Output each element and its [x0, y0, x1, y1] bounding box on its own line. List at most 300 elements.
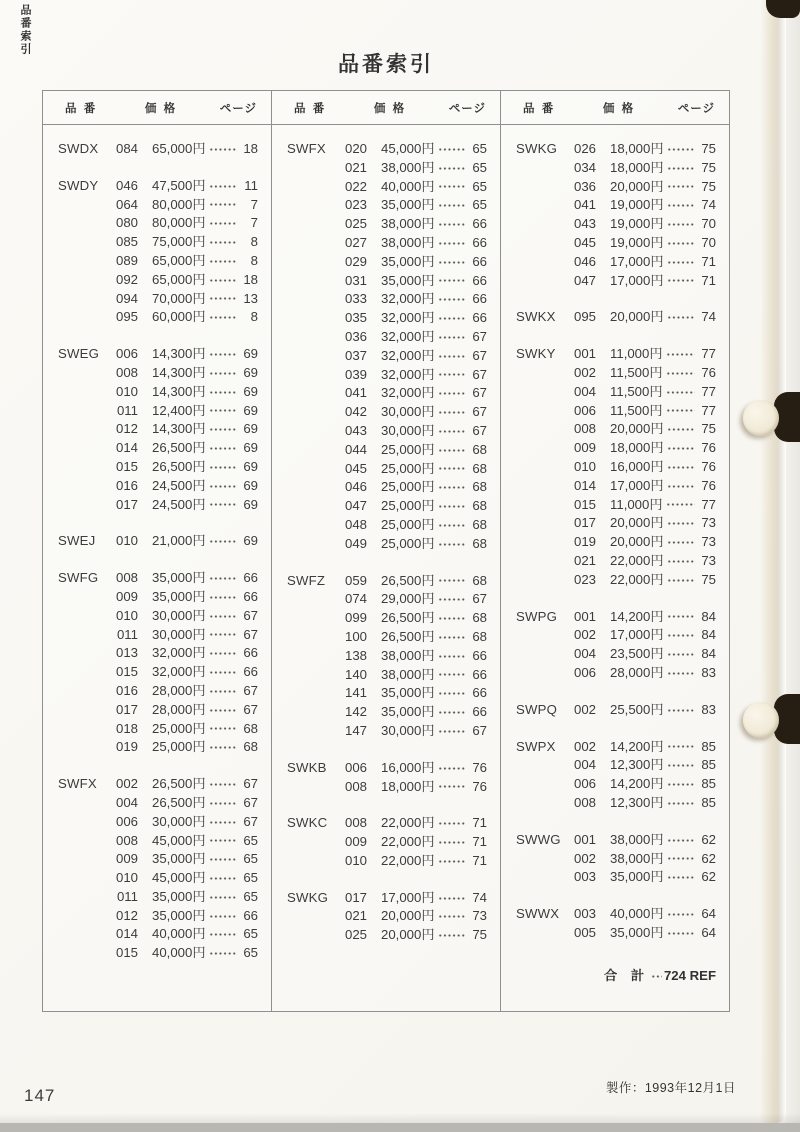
- part-number: 017: [115, 496, 138, 512]
- binder-ring-middle: [743, 400, 779, 436]
- part-number: 011: [116, 626, 138, 642]
- page-reference: 66: [472, 704, 487, 720]
- part-number: 002: [573, 701, 596, 717]
- price-value: 32,000円: [381, 347, 435, 363]
- dot-leader: [667, 427, 695, 432]
- part-number: 021: [344, 908, 367, 924]
- price-value: 25,000円: [381, 441, 435, 457]
- dot-leader: [209, 446, 237, 451]
- page-reference: 75: [701, 178, 716, 194]
- price-value: 25,000円: [381, 535, 435, 551]
- price-value: 26,500円: [381, 572, 435, 588]
- part-number: 012: [115, 421, 138, 437]
- part-number: 059: [344, 572, 367, 588]
- price-value: 35,000円: [152, 888, 206, 904]
- page-reference: 67: [243, 682, 258, 698]
- table-row: [287, 213, 487, 232]
- part-group: [287, 887, 487, 943]
- price-value: 20,000円: [610, 515, 664, 531]
- dot-leader: [438, 933, 466, 938]
- part-number-prefix: SWFZ: [287, 572, 326, 588]
- part-number: 046: [573, 253, 596, 269]
- page-reference: 68: [472, 610, 487, 626]
- page-reference: 68: [472, 460, 487, 476]
- price-value: 26,500円: [152, 794, 206, 810]
- part-number-prefix: SWKG: [516, 141, 558, 156]
- page-reference: 67: [472, 385, 487, 401]
- page-reference: 69: [243, 402, 258, 418]
- part-number: 074: [344, 591, 367, 607]
- table-row: [58, 642, 258, 661]
- price-value: 35,000円: [152, 570, 206, 586]
- table-row: [287, 288, 487, 307]
- dot-leader: [667, 708, 695, 713]
- price-value: 11,500円: [610, 383, 663, 399]
- table-row: [58, 175, 258, 194]
- page-reference: 75: [701, 159, 716, 175]
- table-row: [58, 250, 258, 269]
- dot-leader: [667, 744, 695, 749]
- table-row: [58, 288, 258, 307]
- dot-leader: [667, 446, 695, 451]
- table-row: [58, 343, 258, 362]
- table-row: [287, 720, 487, 739]
- page-reference: 70: [701, 234, 716, 250]
- table-row: [516, 306, 716, 325]
- part-number: 042: [344, 404, 367, 420]
- table-row: [516, 138, 716, 157]
- part-group: [58, 567, 258, 755]
- table-row: [58, 138, 258, 157]
- table-row: [58, 830, 258, 849]
- page-reference: 76: [701, 364, 716, 380]
- dot-leader: [667, 222, 695, 227]
- page-reference: 65: [243, 926, 258, 942]
- dot-leader: [209, 502, 237, 507]
- price-value: 22,000円: [381, 852, 435, 868]
- price-value: 22,000円: [381, 815, 435, 831]
- part-group: [58, 530, 258, 549]
- dot-leader: [438, 784, 466, 789]
- table-row: [516, 903, 716, 922]
- table-row: [516, 456, 716, 475]
- price-value: 26,500円: [381, 628, 435, 644]
- table-row: [516, 512, 716, 531]
- table-row: [58, 942, 258, 961]
- price-value: 28,000円: [152, 682, 206, 698]
- dot-leader: [651, 974, 662, 979]
- part-group: [58, 138, 258, 157]
- price-value: 11,500円: [610, 402, 663, 418]
- page-reference: 70: [701, 216, 716, 232]
- part-number-prefix: SWEJ: [58, 533, 96, 549]
- page-reference: 74: [701, 309, 716, 325]
- price-value: 16,000円: [381, 759, 435, 775]
- part-number: 142: [344, 704, 367, 720]
- page-reference: 13: [243, 290, 258, 306]
- dot-leader: [438, 542, 466, 547]
- table-row: [287, 887, 487, 906]
- part-number: 006: [573, 664, 596, 680]
- price-value: 65,000円: [152, 252, 206, 268]
- page-reference: 66: [472, 253, 487, 269]
- part-number: 009: [115, 588, 138, 604]
- dot-leader: [209, 726, 237, 731]
- page-reference: 68: [243, 720, 258, 736]
- scan-bottom-edge: [0, 1123, 800, 1132]
- table-column: [43, 91, 271, 1011]
- page-reference: 73: [472, 908, 487, 924]
- part-number: 011: [116, 402, 138, 418]
- price-value: 12,400円: [152, 402, 206, 418]
- price-value: 45,000円: [152, 832, 206, 848]
- part-number: 015: [115, 664, 138, 680]
- dot-leader: [438, 840, 466, 845]
- part-number-prefix: SWPG: [516, 608, 558, 624]
- price-value: 20,000円: [610, 309, 664, 325]
- price-value: 35,000円: [381, 197, 435, 213]
- part-number: 002: [573, 627, 596, 643]
- part-number: 015: [573, 496, 596, 512]
- dot-leader: [667, 931, 695, 936]
- table-row: [58, 231, 258, 250]
- production-date: 製作：1993年12月1日: [605, 1081, 736, 1095]
- page-reference: 84: [701, 627, 716, 643]
- part-number: 001: [573, 831, 596, 847]
- table-row: [58, 923, 258, 942]
- table-row: [516, 531, 716, 550]
- price-value: 30,000円: [152, 813, 206, 829]
- table-row: [58, 773, 258, 792]
- price-value: 26,500円: [152, 440, 206, 456]
- part-number: 002: [115, 776, 138, 792]
- page-reference: 68: [472, 498, 487, 514]
- dot-leader: [667, 521, 695, 526]
- part-number: 008: [115, 364, 138, 380]
- dot-leader: [209, 595, 237, 600]
- column-body: [43, 125, 271, 1011]
- price-value: 38,000円: [610, 850, 664, 866]
- page-reference: 73: [701, 552, 716, 568]
- dot-leader: [438, 241, 466, 246]
- page-reference: 66: [472, 666, 487, 682]
- dot-leader: [438, 691, 466, 696]
- dot-leader: [438, 578, 466, 583]
- dot-leader: [438, 391, 466, 396]
- dot-leader: [209, 782, 237, 787]
- page-reference: 66: [472, 647, 487, 663]
- table-row: [516, 569, 716, 588]
- page-reference: 71: [472, 834, 487, 850]
- page-reference: 67: [472, 366, 487, 382]
- table-row: [516, 848, 716, 867]
- header-price: 価 格: [373, 102, 407, 115]
- dot-leader: [438, 859, 466, 864]
- dot-leader: [667, 578, 695, 583]
- table-row: [58, 567, 258, 586]
- page-reference: 66: [472, 291, 487, 307]
- dot-leader: [209, 708, 237, 713]
- price-value: 20,000円: [381, 927, 435, 943]
- part-number: 023: [573, 571, 596, 587]
- price-value: 11,000円: [610, 496, 663, 512]
- page-reference: 69: [243, 533, 258, 549]
- page-reference: 65: [243, 888, 258, 904]
- part-group: [516, 343, 716, 587]
- part-number: 004: [573, 646, 596, 662]
- price-value: 32,000円: [381, 385, 435, 401]
- part-group: [287, 812, 487, 868]
- dot-leader: [667, 671, 695, 676]
- part-group: [287, 757, 487, 795]
- table-row: [58, 418, 258, 437]
- page-reference: 69: [243, 364, 258, 380]
- page-reference: 67: [472, 591, 487, 607]
- table-row: [516, 662, 716, 681]
- table-row: [287, 645, 487, 664]
- part-number: 140: [344, 666, 367, 682]
- table-row: [287, 757, 487, 776]
- table-row: [287, 607, 487, 626]
- dot-leader: [209, 408, 237, 413]
- price-value: 18,000円: [381, 778, 435, 794]
- dot-leader: [209, 838, 237, 843]
- page-reference: 77: [701, 383, 716, 399]
- price-value: 35,000円: [381, 704, 435, 720]
- price-value: 20,000円: [610, 534, 664, 550]
- price-value: 80,000円: [152, 215, 206, 231]
- part-number: 003: [573, 906, 596, 922]
- part-number: 045: [344, 460, 367, 476]
- price-value: 11,000円: [610, 346, 663, 362]
- dot-leader: [667, 875, 695, 880]
- part-number: 025: [344, 927, 367, 943]
- page-reference: 77: [701, 346, 716, 362]
- table-row: [58, 437, 258, 456]
- price-value: 32,000円: [152, 645, 206, 661]
- dot-leader: [438, 260, 466, 265]
- page-reference: 67: [243, 626, 258, 642]
- table-row: [58, 811, 258, 830]
- dot-leader: [438, 504, 466, 509]
- price-value: 20,000円: [610, 421, 664, 437]
- table-row: [516, 829, 716, 848]
- page-reference: 11: [244, 177, 258, 193]
- price-value: 16,000円: [610, 458, 664, 474]
- dot-leader: [667, 782, 695, 787]
- table-row: [58, 362, 258, 381]
- price-value: 32,000円: [381, 310, 435, 326]
- table-row: [58, 792, 258, 811]
- table-row: [516, 343, 716, 362]
- page-reference: 76: [701, 477, 716, 493]
- dot-leader: [438, 635, 466, 640]
- price-value: 65,000円: [152, 141, 206, 156]
- part-number: 043: [344, 422, 367, 438]
- price-value: 65,000円: [152, 271, 206, 287]
- table-row: [58, 456, 258, 475]
- dot-leader: [438, 222, 466, 227]
- dot-leader: [209, 371, 237, 376]
- table-row: [516, 550, 716, 569]
- dot-leader: [667, 614, 695, 619]
- dot-leader: [209, 857, 237, 862]
- part-number: 009: [344, 834, 367, 850]
- price-value: 30,000円: [152, 607, 206, 623]
- dot-leader: [438, 335, 466, 340]
- table-row: [58, 194, 258, 213]
- price-value: 26,500円: [152, 458, 206, 474]
- part-number-prefix: SWFX: [287, 141, 326, 156]
- page-reference: 65: [243, 832, 258, 848]
- table-row: [287, 176, 487, 195]
- part-number: 010: [115, 383, 138, 399]
- price-value: 35,000円: [152, 907, 206, 923]
- page-reference: 67: [243, 813, 258, 829]
- dot-leader: [209, 539, 237, 544]
- page-reference: 7: [250, 196, 258, 212]
- dot-leader: [438, 896, 466, 901]
- dot-leader: [209, 932, 237, 937]
- column-body: [501, 125, 729, 1011]
- table-row: [287, 682, 487, 701]
- part-number: 085: [115, 234, 138, 250]
- dot-leader: [667, 166, 695, 171]
- part-number: 016: [115, 682, 138, 698]
- page-reference: 76: [701, 458, 716, 474]
- table-row: [58, 680, 258, 699]
- dot-leader: [438, 448, 466, 453]
- page-reference: 68: [472, 628, 487, 644]
- dot-leader: [209, 576, 237, 581]
- header-part-no: 品 番: [294, 102, 327, 115]
- part-number: 019: [573, 534, 596, 550]
- table-row: [58, 605, 258, 624]
- page-reference: 62: [701, 869, 716, 885]
- price-value: 30,000円: [381, 404, 435, 420]
- page-reference: 67: [472, 404, 487, 420]
- dot-leader: [209, 202, 237, 207]
- price-value: 25,000円: [152, 720, 206, 736]
- table-row: [58, 736, 258, 755]
- part-number: 012: [115, 907, 138, 923]
- table-row: [287, 326, 487, 345]
- part-group: [516, 736, 716, 811]
- part-number: 006: [115, 813, 138, 829]
- page-reference: 8: [250, 252, 258, 268]
- table-row: [58, 661, 258, 680]
- part-group: [58, 773, 258, 961]
- table-row: [58, 867, 258, 886]
- total-row: [516, 965, 716, 984]
- dot-leader: [209, 259, 237, 264]
- page-reference: 62: [701, 850, 716, 866]
- table-row: [287, 401, 487, 420]
- page-reference: 66: [472, 234, 487, 250]
- total-label: 合 計: [604, 968, 646, 983]
- dot-leader: [667, 260, 695, 265]
- page-reference: 67: [472, 422, 487, 438]
- part-group: [58, 343, 258, 512]
- page-reference: 73: [701, 534, 716, 550]
- page-reference: 62: [701, 831, 716, 847]
- part-number: 099: [344, 610, 367, 626]
- part-number: 043: [573, 216, 596, 232]
- part-number: 035: [344, 310, 367, 326]
- column-body: [272, 125, 500, 1011]
- table-row: [287, 850, 487, 869]
- page-reference: 83: [701, 701, 716, 717]
- table-row: [287, 495, 487, 514]
- part-number: 017: [115, 701, 138, 717]
- page-reference: 8: [250, 309, 258, 325]
- part-number: 006: [115, 346, 138, 362]
- price-value: 18,000円: [610, 159, 664, 175]
- header-page: ページ: [448, 102, 486, 115]
- part-number: 064: [115, 196, 138, 212]
- dot-leader: [209, 221, 237, 226]
- part-number: 034: [573, 159, 596, 175]
- dot-leader: [438, 203, 466, 208]
- page-reference: 85: [701, 794, 716, 810]
- part-group: [516, 903, 716, 941]
- price-value: 60,000円: [152, 309, 206, 325]
- price-value: 24,500円: [152, 496, 206, 512]
- part-number: 084: [115, 141, 138, 156]
- dot-leader: [667, 652, 695, 657]
- price-value: 22,000円: [610, 552, 664, 568]
- dot-leader: [438, 278, 466, 283]
- part-number: 021: [573, 552, 596, 568]
- table-row: [516, 606, 716, 625]
- part-number: 046: [115, 177, 138, 193]
- table-row: [287, 664, 487, 683]
- part-number: 005: [573, 924, 596, 940]
- part-number: 092: [115, 271, 138, 287]
- table-row: [287, 924, 487, 943]
- dot-leader: [209, 147, 237, 152]
- price-value: 11,500円: [610, 364, 663, 380]
- table-row: [287, 157, 487, 176]
- page-reference: 76: [472, 778, 487, 794]
- price-value: 32,000円: [152, 664, 206, 680]
- part-number: 008: [344, 778, 367, 794]
- part-number: 003: [573, 869, 596, 885]
- price-value: 25,500円: [610, 701, 664, 717]
- part-number: 002: [573, 364, 596, 380]
- table-row: [516, 362, 716, 381]
- table-row: [516, 381, 716, 400]
- table-row: [516, 251, 716, 270]
- dot-leader: [438, 297, 466, 302]
- part-number: 036: [344, 328, 367, 344]
- price-value: 17,000円: [610, 627, 664, 643]
- part-number-prefix: SWDX: [58, 141, 99, 156]
- price-value: 17,000円: [610, 477, 664, 493]
- part-number: 004: [573, 383, 596, 399]
- dot-leader: [209, 614, 237, 619]
- price-value: 14,300円: [152, 346, 206, 362]
- part-number: 015: [115, 458, 138, 474]
- part-number: 013: [115, 645, 138, 661]
- price-value: 18,000円: [610, 440, 664, 456]
- dot-leader: [209, 651, 237, 656]
- part-group: [516, 699, 716, 718]
- price-value: 45,000円: [152, 870, 206, 886]
- table-row: [516, 418, 716, 437]
- part-number: 010: [115, 607, 138, 623]
- dot-leader: [209, 278, 237, 283]
